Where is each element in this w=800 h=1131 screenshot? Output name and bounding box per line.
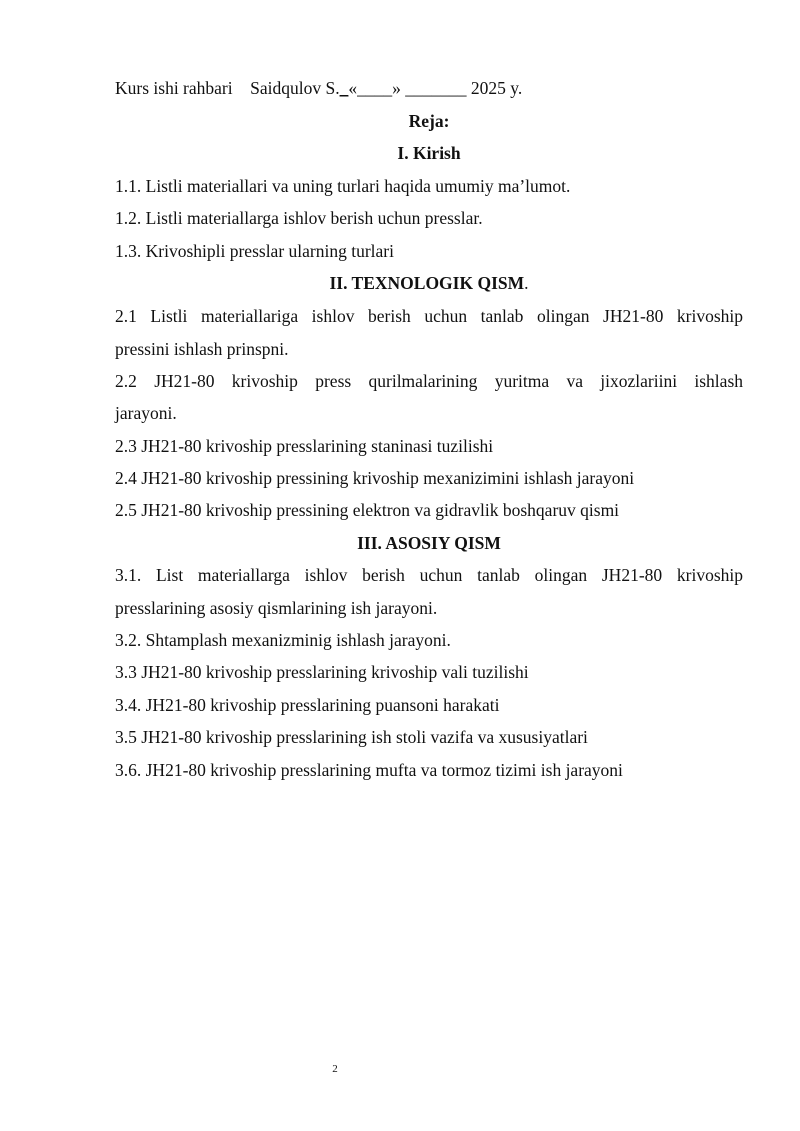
section-title-main: III. ASOSIY QISM: [357, 533, 501, 553]
section-title-technological-text: II. TEXNOLOGIK QISM: [329, 273, 525, 293]
section-title-intro: I. Kirish: [397, 143, 461, 163]
plan-item-2-3: 2.3 JH21-80 krivoship presslarining staninasi tuzilishi: [115, 436, 494, 456]
date-blank: «____» _______ 2025 y.: [348, 78, 523, 98]
supervisor-name: Saidqulov S.: [250, 78, 340, 98]
plan-item-3-5: 3.5 JH21-80 krivoship presslarining ish stoli vazifa va xususiyatlari: [115, 727, 588, 747]
plan-item-2-2-line1: 2.2 JH21-80 krivoship press qurilmalarining yuritma va jixozlariini ishlash: [115, 371, 743, 391]
plan-item-1-2: 1.2. Listli materiallarga ishlov berish uchun presslar.: [115, 208, 483, 228]
page-number: 2: [332, 1063, 338, 1075]
supervisor-line: [115, 78, 743, 98]
supervisor-label: Kurs ishi rahbari: [115, 78, 233, 98]
plan-title: Reja:: [408, 111, 450, 131]
section-title-technological-suffix: .: [524, 273, 529, 293]
plan-item-3-2: 3.2. Shtamplash mexanizminig ishlash jarayoni.: [115, 630, 451, 650]
section-title-technological: [115, 273, 743, 293]
plan-item-3-6: 3.6. JH21-80 krivoship presslarining mufta va tormoz tizimi ish jarayoni: [115, 760, 623, 780]
underscore-blank: _: [339, 78, 349, 98]
plan-item-2-1-line2: pressini ishlash prinspni.: [115, 339, 289, 359]
plan-item-3-1-line2: presslarining asosiy qismlarining ish jarayoni.: [115, 598, 438, 618]
plan-item-3-1-line1: 3.1. List materiallarga ishlov berish uchun tanlab olingan JH21-80 krivoship: [115, 565, 743, 585]
plan-item-1-1: 1.1. Listli materiallari va uning turlari haqida umumiy ma’lumot.: [115, 176, 571, 196]
plan-item-2-4: 2.4 JH21-80 krivoship pressining krivoship mexanizimini ishlash jarayoni: [115, 468, 635, 488]
plan-item-2-1-line1: 2.1 Listli materiallariga ishlov berish uchun tanlab olingan JH21-80 krivoship: [115, 306, 743, 326]
plan-item-3-4: 3.4. JH21-80 krivoship presslarining puansoni harakati: [115, 695, 500, 715]
plan-item-2-2-line2: jarayoni.: [115, 403, 177, 423]
plan-item-3-3: 3.3 JH21-80 krivoship presslarining krivoship vali tuzilishi: [115, 662, 529, 682]
plan-item-1-3: 1.3. Krivoshipli presslar ularning turlari: [115, 241, 394, 261]
plan-item-2-5: 2.5 JH21-80 krivoship pressining elektron va gidravlik boshqaruv qismi: [115, 500, 620, 520]
